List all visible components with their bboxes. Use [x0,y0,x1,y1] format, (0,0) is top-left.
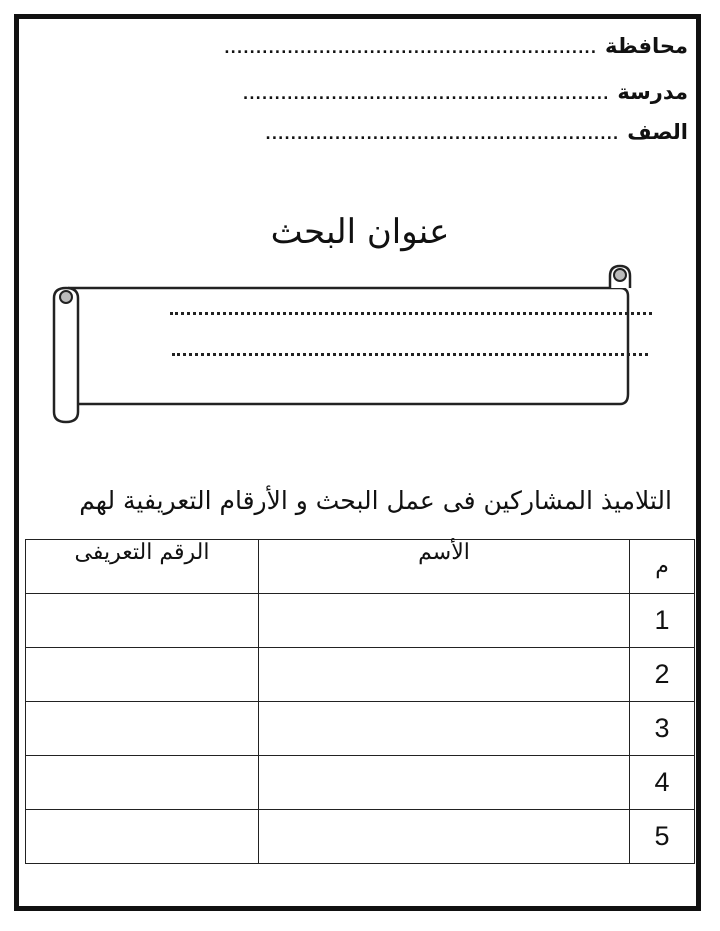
table-header-row [26,540,695,594]
header-name: الأسم [259,540,630,594]
name-cell[interactable] [259,594,630,648]
research-title-heading: عنوان البحث [270,212,450,252]
row-number: 3 [630,702,695,756]
name-cell[interactable] [259,648,630,702]
class-field[interactable] [265,120,688,144]
table-row [26,810,695,864]
id-cell[interactable] [26,756,259,810]
title-line-1[interactable] [170,312,652,315]
row-number: 2 [630,648,695,702]
row-number: 4 [630,756,695,810]
id-cell[interactable] [26,594,259,648]
table-row [26,756,695,810]
class-label: الصف [627,120,688,144]
row-number: 1 [630,594,695,648]
class-blank[interactable]: ........................................................ [265,127,620,143]
name-cell[interactable] [259,702,630,756]
header-id: الرقم التعريفى [26,540,259,594]
governorate-label: محافظة [605,34,688,58]
title-scroll-box[interactable] [50,262,640,432]
table-row [26,702,695,756]
participants-heading: التلاميذ المشاركين فى عمل البحث و الأرقام التعريفية لهم [79,486,672,515]
table-row [26,594,695,648]
title-line-2[interactable] [172,353,648,356]
name-cell[interactable] [259,756,630,810]
id-cell[interactable] [26,648,259,702]
governorate-field[interactable] [224,34,688,58]
governorate-blank[interactable]: ........................................................... [224,41,598,57]
header-number: م [630,540,695,594]
scroll-banner-icon [50,262,640,432]
id-cell[interactable] [26,810,259,864]
id-cell[interactable] [26,702,259,756]
school-label: مدرسة [617,80,688,104]
table-row [26,648,695,702]
name-cell[interactable] [259,810,630,864]
participants-table [25,539,695,864]
school-blank[interactable]: .......................................................... [242,87,610,103]
school-field[interactable] [243,80,688,104]
row-number: 5 [630,810,695,864]
